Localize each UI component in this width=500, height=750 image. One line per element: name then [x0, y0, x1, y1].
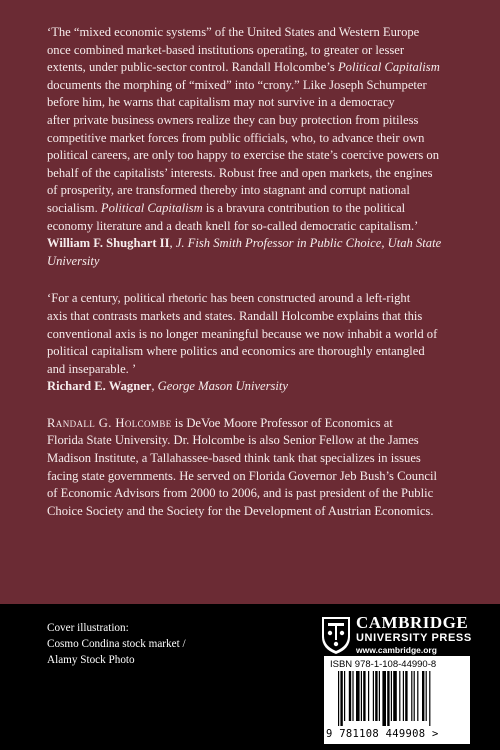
bio-line: of Economic Advisors from 2000 to 2006, and is past president of the Public [47, 486, 434, 501]
blurb-line: once combined market-based institutions operating, to greater or lesser [47, 42, 405, 57]
credit-line: Cover illustration: [47, 622, 129, 634]
blurb-line: ‘For a century, political rhetoric has been constructed around a left-right [47, 291, 411, 306]
blurb-line: behalf of the capitalists’ interests. Robust free and open markets, the engines [47, 165, 433, 180]
blurb-shughart [47, 24, 467, 270]
back-cover-text [47, 24, 467, 520]
blurb-line: socialism. Political Capitalism is a bravura contribution to the political [47, 200, 406, 215]
barcode-icon [336, 671, 460, 726]
blurb-line: of prosperity, are transformed thereby into stagnant and corrupt national [47, 183, 410, 198]
publisher-name: CAMBRIDGE [356, 613, 469, 632]
blurb-line: after private business owners realize they can buy protection from pitiless [47, 112, 419, 127]
blurb-line: documents the morphing of “mixed” into “crony.” Like Joseph Schumpeter [47, 77, 427, 92]
barcode-digits: 9 781108 449908 > [326, 728, 439, 740]
publisher-url: www.cambridge.org [356, 645, 437, 655]
book-title: Political Capitalism [100, 200, 203, 215]
blurb-line: economy literature and a death knell for so-called democratic capitalism.’ [47, 218, 419, 233]
bio-line: Florida State University. Dr. Holcombe is also Senior Fellow at the James [47, 433, 419, 448]
bio-line: Choice Society and the Society for the Development of Austrian Economics. [47, 503, 434, 518]
credit-line: Alamy Stock Photo [47, 654, 135, 666]
blurb-line: ‘The “mixed economic systems” of the United States and Western Europe [47, 25, 420, 39]
blurb-line: extents, under public-sector control. Randall Holcombe’s Political Capitalism [47, 60, 440, 75]
cover-credit [47, 620, 247, 668]
attribution-wagner: Richard E. Wagner, George Mason University [47, 379, 289, 394]
publisher-press: UNIVERSITY PRESS [356, 632, 472, 644]
bio-line: facing state governments. He served on Florida Governor Jeb Bush’s Council [47, 468, 437, 483]
bio-line: Randall G. Holcombe is DeVoe Moore Professor of Economics at [47, 415, 393, 430]
blurb-line: before him, he warns that capitalism may not survive in a democracy [47, 95, 395, 110]
blurb-line: axis that contrasts markets and states. Randall Holcombe explains that this [47, 308, 423, 323]
book-title: Political Capitalism [337, 60, 440, 75]
blurb-line: and inseparable. ’ [47, 361, 137, 376]
blurb-line: competitive market forces from public officials, who, to advance their own [47, 130, 425, 145]
attribution-shughart-cont: University [47, 253, 100, 268]
blurb-wagner [47, 290, 467, 396]
footer-band [0, 604, 500, 750]
author-bio [47, 415, 467, 521]
barcode-box [324, 656, 470, 744]
blurb-line: conventional axis is no longer meaningful because we now inhabit a world of [47, 326, 438, 341]
blurb-line: political careers, are only too happy to exercise the state’s coercive powers on [47, 148, 439, 163]
blurb-line: political capitalism where politics and economics are thoroughly entangled [47, 344, 425, 359]
credit-line: Cosmo Condina stock market / [47, 638, 186, 650]
isbn-label: ISBN 978-1-108-44990-8 [330, 659, 437, 670]
author-name: Randall G. Holcombe [47, 415, 172, 430]
bio-line: Madison Institute, a Tallahassee-based think tank that specializes in issues [47, 451, 421, 466]
attribution-shughart: William F. Shughart II, J. Fish Smith Professor in Public Choice, Utah State [47, 236, 442, 251]
crest-icon [320, 615, 352, 655]
